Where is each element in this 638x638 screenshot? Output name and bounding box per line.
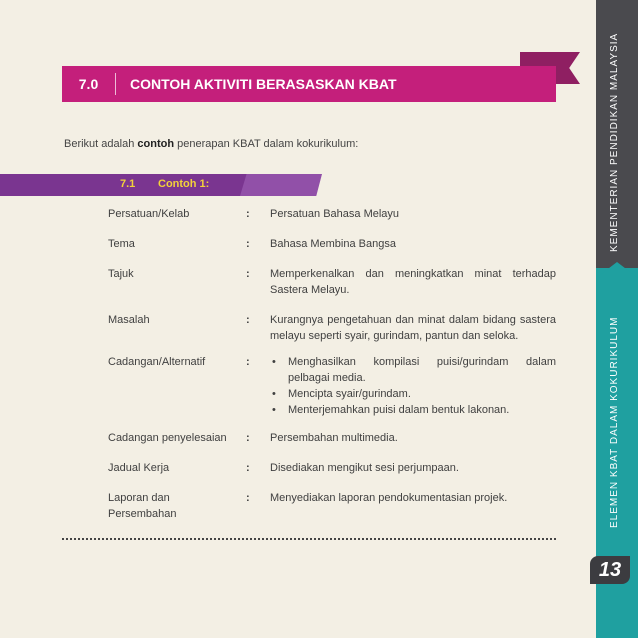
intro-text (64, 138, 358, 150)
row-value: Persembahan multimedia. (270, 432, 398, 444)
row-colon: : (246, 462, 250, 474)
section-header-banner (62, 66, 556, 102)
chapter-label: ELEMEN KBAT DALAM KOKURIKULUM (609, 316, 620, 528)
dotted-divider (62, 538, 556, 540)
alternatives-list (270, 354, 556, 418)
list-item: • Menterjemahkan puisi dalam bentuk lakonan. (270, 402, 556, 418)
row-colon: : (246, 356, 250, 368)
row-label: Tajuk (108, 268, 134, 280)
row-value: Menyediakan laporan pendokumentasian projek. (270, 492, 508, 504)
list-item: • Menghasilkan kompilasi puisi/gurindam dalam pelbagai media. (270, 354, 556, 386)
row-label: Persatuan/Kelab (108, 208, 190, 220)
row-value: Disediakan mengikut sesi perjumpaan. (270, 462, 459, 474)
row-value: Memperkenalkan dan meningkatkan minat terhadap Sastera Melayu. (270, 268, 556, 296)
row-colon: : (246, 238, 250, 250)
intro-bold: contoh (137, 138, 175, 150)
intro-after: penerapan KBAT dalam kokurikulum: (174, 138, 359, 150)
ministry-label: KEMENTERIAN PENDIDIKAN MALAYSIA (609, 32, 620, 252)
row-value: Kurangnya pengetahuan dan minat dalam bidang sastera melayu seperti syair, gurindam, pantun dan seloka. (270, 314, 556, 342)
row-label: Cadangan/Alternatif (108, 356, 206, 368)
subsection-bar-accent (240, 174, 322, 196)
row-value: Persatuan Bahasa Melayu (270, 208, 400, 220)
header-title: CONTOH AKTIVITI BERASASKAN KBAT (130, 76, 397, 92)
header-number: 7.0 (62, 73, 116, 95)
row-label: Jadual Kerja (108, 462, 170, 474)
row-colon: : (246, 432, 250, 444)
list-item: • Mencipta syair/gurindam. (270, 386, 556, 402)
subsection-number: 7.1 (120, 178, 136, 190)
intro-before: Berikut adalah (64, 138, 138, 150)
sidebar-notch (596, 262, 638, 278)
row-colon: : (246, 268, 250, 280)
row-label: Laporan dan Persembahan (108, 492, 177, 520)
row-colon: : (246, 314, 250, 326)
row-colon: : (246, 492, 250, 504)
row-label: Cadangan penyelesaian (108, 432, 227, 444)
row-value (270, 354, 556, 418)
row-label: Masalah (108, 314, 150, 326)
page-number: 13 (590, 556, 630, 584)
subsection-title: Contoh 1: (158, 178, 210, 190)
row-value: Bahasa Membina Bangsa (270, 238, 396, 250)
row-label: Tema (108, 238, 135, 250)
row-colon: : (246, 208, 250, 220)
